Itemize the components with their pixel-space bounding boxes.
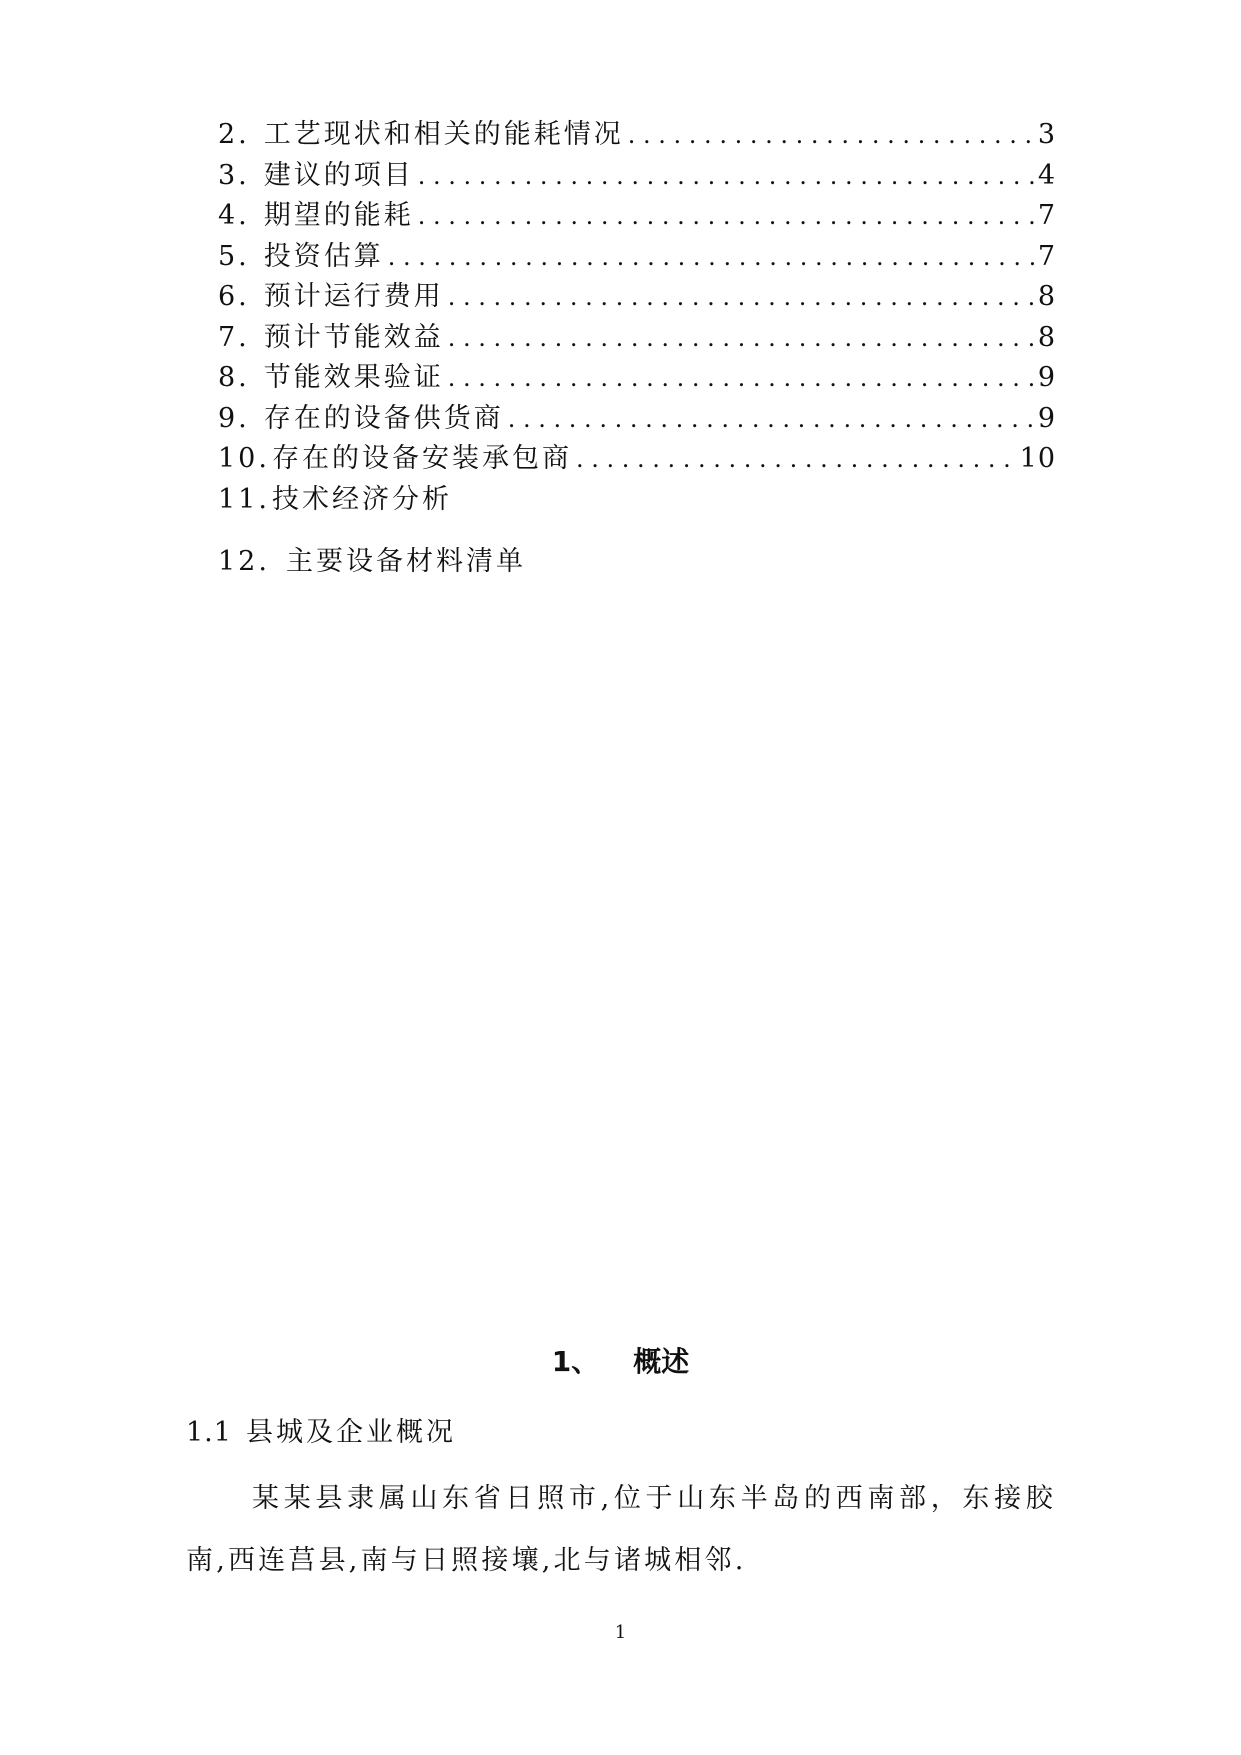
toc-entry[interactable] <box>218 396 1056 437</box>
toc-entry[interactable] <box>218 355 1056 396</box>
toc-entry-title: 主要设备材料清单 <box>285 546 526 577</box>
toc-dot-leader <box>448 283 1036 311</box>
toc-dot-leader <box>448 324 1036 352</box>
section-number: 1、 <box>551 1345 600 1378</box>
section-title: 概述 <box>633 1345 690 1378</box>
toc-entry-page: 7 <box>1037 240 1056 272</box>
toc-entry[interactable] <box>218 153 1056 194</box>
toc-entry-page: 8 <box>1037 321 1056 353</box>
toc-dot-leader <box>418 162 1036 190</box>
toc-entry-number: 9. <box>218 402 250 434</box>
toc-dot-leader <box>418 202 1036 230</box>
toc-entry[interactable] <box>218 436 1056 477</box>
toc-entry-number: 12. <box>218 546 270 577</box>
toc-entry-page: 3 <box>1037 119 1056 150</box>
table-of-contents <box>218 112 1056 580</box>
toc-entry-title: 预计节能效益 <box>263 321 444 353</box>
toc-entry[interactable] <box>218 112 1056 153</box>
toc-entry-number: 8. <box>218 362 250 393</box>
toc-entry-number: 3. <box>218 159 250 191</box>
toc-dot-leader <box>508 405 1036 433</box>
toc-entry-number: 7. <box>218 321 250 353</box>
toc-dot-leader <box>448 364 1036 392</box>
toc-entry[interactable] <box>218 193 1056 234</box>
toc-entry-page: 10 <box>1019 443 1056 474</box>
toc-entry-number: 6. <box>218 281 250 312</box>
toc-entry-title: 预计运行费用 <box>263 281 444 312</box>
toc-dot-leader <box>576 445 1018 473</box>
toc-entry-number: 4. <box>218 200 250 231</box>
toc-entry[interactable] <box>218 539 1056 580</box>
toc-entry-page: 7 <box>1037 200 1056 231</box>
toc-entry-title: 建议的项目 <box>263 159 414 191</box>
toc-entry-page: 8 <box>1037 281 1056 312</box>
subsection-heading <box>186 1410 456 1449</box>
toc-entry-title: 技术经济分析 <box>271 483 452 515</box>
toc-dot-leader <box>628 121 1036 149</box>
toc-entry-number: 10. <box>218 443 270 474</box>
toc-entry-page: 4 <box>1037 159 1056 191</box>
section-heading <box>0 1340 1241 1380</box>
toc-entry-title: 节能效果验证 <box>263 362 444 393</box>
subsection-number: 1.1 <box>186 1417 232 1448</box>
toc-dot-leader <box>388 243 1036 271</box>
toc-entry-title: 存在的设备安装承包商 <box>271 443 572 474</box>
toc-entry-page: 9 <box>1037 362 1056 393</box>
toc-entry-number: 11. <box>218 483 270 515</box>
toc-entry-title: 存在的设备供货商 <box>263 402 504 434</box>
toc-entry-title: 工艺现状和相关的能耗情况 <box>263 119 624 150</box>
toc-entry[interactable] <box>218 315 1056 356</box>
toc-entry-number: 2. <box>218 119 250 150</box>
toc-entry-title: 期望的能耗 <box>263 200 414 231</box>
toc-entry[interactable] <box>218 234 1056 275</box>
toc-entry-page: 9 <box>1037 402 1056 434</box>
toc-entry-number: 5. <box>218 240 250 272</box>
toc-entry-title: 投资估算 <box>263 240 384 272</box>
toc-entry[interactable] <box>218 477 1056 518</box>
body-paragraph: 某某县隶属山东省日照市,位于山东半岛的西南部，东接胶南,西连莒县,南与日照接壤,北与诸城相邻. <box>186 1483 1056 1576</box>
page-number: 1 <box>614 1622 627 1643</box>
subsection-title: 县城及企业概况 <box>245 1417 456 1448</box>
toc-entry[interactable] <box>218 274 1056 315</box>
